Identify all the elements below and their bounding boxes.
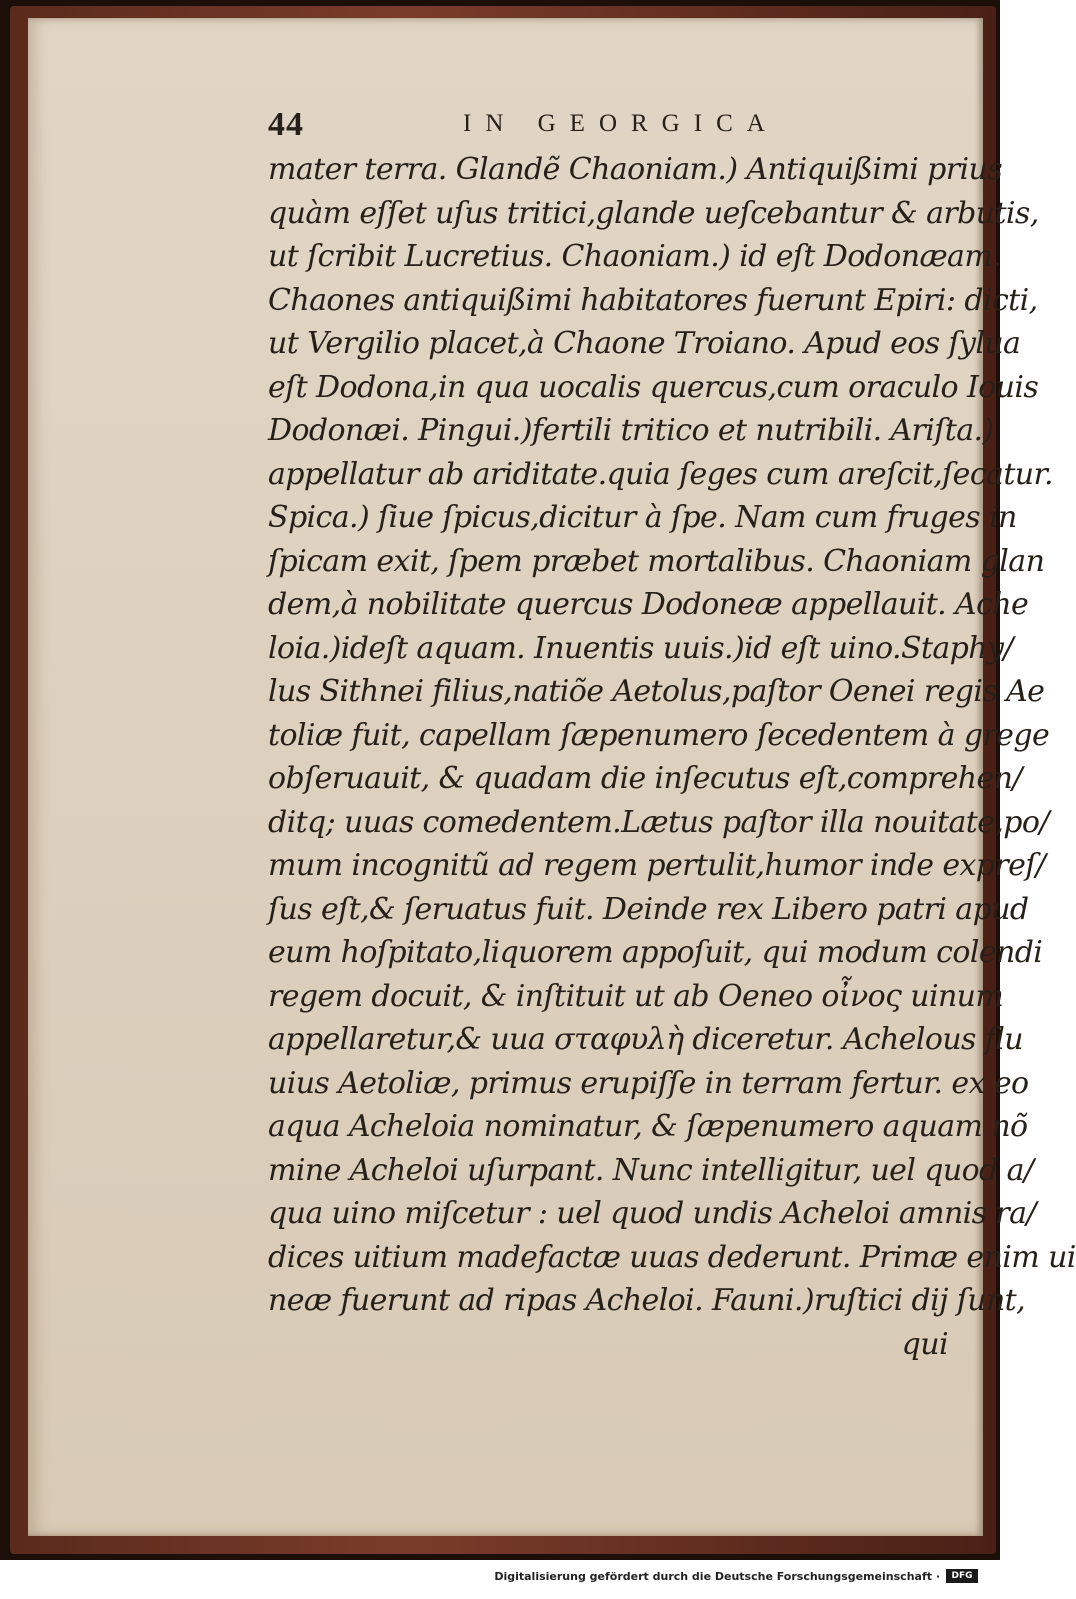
- text-line: mum incognitũ ad regem pertulit,humor inde expreſ/: [268, 848, 1046, 883]
- text-line: eſt Dodona,in qua uocalis quercus,cum oraculo Iouis: [268, 369, 1039, 405]
- text-line: appellaretur,& uua σταφυλὴ diceretur. Achelous flu: [268, 1022, 1023, 1057]
- running-title: IN GEORGICA: [463, 110, 779, 137]
- text-line: loia.)ideſt aquam. Inuentis uuis.)id eſt uino.Staphy/: [268, 630, 1013, 666]
- book-page: [28, 18, 1076, 1536]
- text-line: lus Sithnei filius,natiõe Aetolus,paſtor Oenei regis Ae: [268, 674, 1045, 709]
- text-line: ut Vergilio placet,à Chaone Troiano. Apud eos ſylua: [268, 326, 1021, 361]
- text-line: ſus eſt,& ſeruatus fuit. Deinde rex Libero patri apud: [268, 891, 1029, 927]
- text-line: Spica.) ſiue ſpicus,dicitur à ſpe. Nam cum fruges in: [268, 500, 1017, 535]
- funding-credit: Digitalisierung gefördert durch die Deutsche Forschungsgemeinschaft ·: [494, 1570, 940, 1583]
- text-line: aqua Acheloia nominatur, & ſæpenumero aquam nõ: [268, 1109, 1028, 1144]
- text-line: uius Aetoliæ, primus erupiſſe in terram fertur. ex eo: [268, 1065, 1029, 1101]
- text-line: Chaones antiquißimi habitatores fuerunt Epiri: dicti,: [268, 282, 1038, 318]
- text-line: ditq; uuas comedentem.Lætus paſtor illa nouitate,po/: [268, 804, 1049, 840]
- text-line: toliæ fuit, capellam ſæpenumero ſecedentem à grege: [268, 717, 1050, 753]
- text-line: mater terra. Glandẽ Chaoniam.) Antiquißimi prius: [268, 152, 1003, 187]
- text-line: quàm eſſet uſus tritici,glande ueſcebantur & arbutis,: [268, 195, 1039, 231]
- footer-bar: [0, 1560, 1000, 1599]
- text-line: obſeruauit, & quadam die inſecutus eſt,comprehen/: [268, 761, 1022, 796]
- page-number: 44: [268, 106, 304, 143]
- text-line: neæ fuerunt ad ripas Acheloi. Fauni.)ruſtici dij ſunt,: [268, 1283, 1026, 1318]
- dfg-logo: DFG: [946, 1569, 978, 1583]
- text-line: appellatur ab ariditate.quia ſeges cum areſcit,ſecatur.: [268, 456, 1053, 492]
- text-line: eum hoſpitato,liquorem appoſuit, qui modum colendi: [268, 935, 1043, 970]
- text-line: ſpicam exit, ſpem præbet mortalibus. Chaoniam glan: [268, 543, 1045, 579]
- page-text-block: [268, 106, 1076, 1366]
- text-line: regem docuit, & inſtituit ut ab Oeneo οἶνος uinum: [268, 978, 1004, 1014]
- text-lines: [268, 148, 1076, 1323]
- text-line: dem,à nobilitate quercus Dodoneæ appellauit. Ache: [268, 587, 1029, 622]
- text-line: qua uino miſcetur : uel quod undis Acheloi amnis ra/: [268, 1196, 1036, 1231]
- text-line: mine Acheloi uſurpant. Nunc intelligitur, uel quod a/: [268, 1152, 1034, 1188]
- running-head: [268, 106, 968, 148]
- text-line: Dodonæi. Pingui.)fertili tritico et nutribili. Ariſta.): [268, 413, 994, 448]
- text-line: dices uitium madefactæ uuas dederunt. Primæ enim ui: [268, 1239, 1076, 1275]
- text-line: ut ſcribit Lucretius. Chaoniam.) id eſt Dodonæam.: [268, 239, 1002, 274]
- catchword: qui: [901, 1326, 948, 1362]
